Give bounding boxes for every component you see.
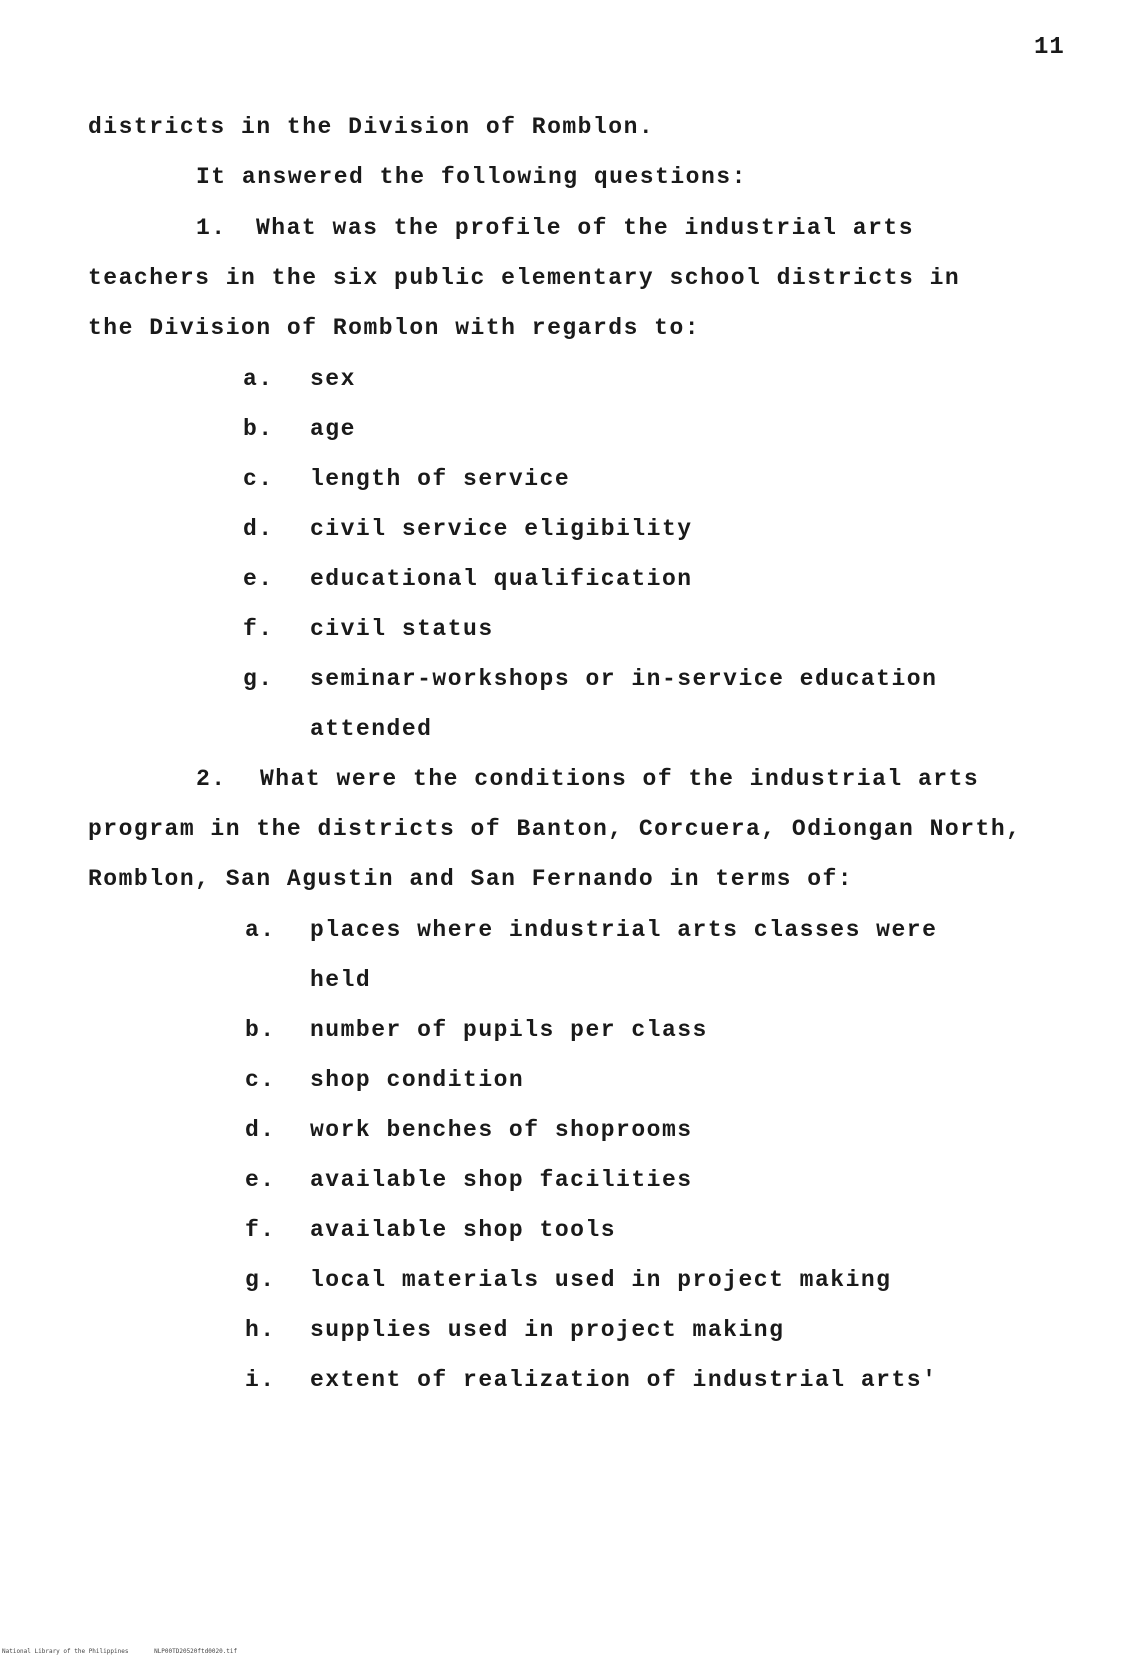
list-item-continuation: attended [310, 716, 433, 742]
list-item-continuation: held [310, 967, 372, 993]
list-item: available shop tools [310, 1217, 617, 1243]
list-item-marker: f. [245, 1217, 276, 1243]
page-number: 11 [1034, 34, 1065, 61]
footer-library: National Library of the Philippines [2, 1648, 129, 1655]
list-item: available shop facilities [310, 1167, 693, 1193]
text-line: What were the conditions of the industrial arts [260, 766, 980, 792]
list-item: number of pupils per class [310, 1017, 708, 1043]
text-line: What was the profile of the industrial arts [256, 215, 914, 241]
text-line: teachers in the six public elementary school districts in [88, 265, 961, 291]
text-line: It answered the following questions: [196, 164, 747, 190]
text-line: the Division of Romblon with regards to: [88, 315, 701, 341]
list-item: local materials used in project making [310, 1267, 892, 1293]
text-line: districts in the Division of Romblon. [88, 114, 655, 140]
list-item-marker: e. [243, 566, 274, 592]
list-item-marker: a. [243, 366, 274, 392]
list-item: civil status [310, 616, 494, 642]
list-item: extent of realization of industrial arts' [310, 1367, 938, 1393]
question-number: 2. [196, 766, 227, 792]
list-item-marker: b. [243, 416, 274, 442]
list-item: work benches of shoprooms [310, 1117, 693, 1143]
list-item: seminar-workshops or in-service education [310, 666, 938, 692]
list-item-marker: g. [245, 1267, 276, 1293]
list-item-marker: d. [245, 1117, 276, 1143]
list-item-marker: c. [243, 466, 274, 492]
list-item-marker: b. [245, 1017, 276, 1043]
text-line: program in the districts of Banton, Corcuera, Odiongan North, [88, 816, 1022, 842]
list-item: educational qualification [310, 566, 693, 592]
list-item: sex [310, 366, 356, 392]
list-item-marker: g. [243, 666, 274, 692]
list-item-marker: d. [243, 516, 274, 542]
list-item-marker: a. [245, 917, 276, 943]
list-item-marker: h. [245, 1317, 276, 1343]
footer-filename: NLP00TD20520ftd0020.tif [154, 1648, 238, 1655]
list-item-marker: e. [245, 1167, 276, 1193]
text-line: Romblon, San Agustin and San Fernando in terms of: [88, 866, 854, 892]
list-item-marker: f. [243, 616, 274, 642]
list-item-marker: i. [245, 1367, 276, 1393]
list-item: length of service [310, 466, 571, 492]
list-item: supplies used in project making [310, 1317, 785, 1343]
list-item: age [310, 416, 356, 442]
scan-footer [2, 1648, 259, 1655]
list-item: shop condition [310, 1067, 525, 1093]
list-item-marker: c. [245, 1067, 276, 1093]
list-item: places where industrial arts classes were [310, 917, 938, 943]
question-number: 1. [196, 215, 227, 241]
list-item: civil service eligibility [310, 516, 693, 542]
